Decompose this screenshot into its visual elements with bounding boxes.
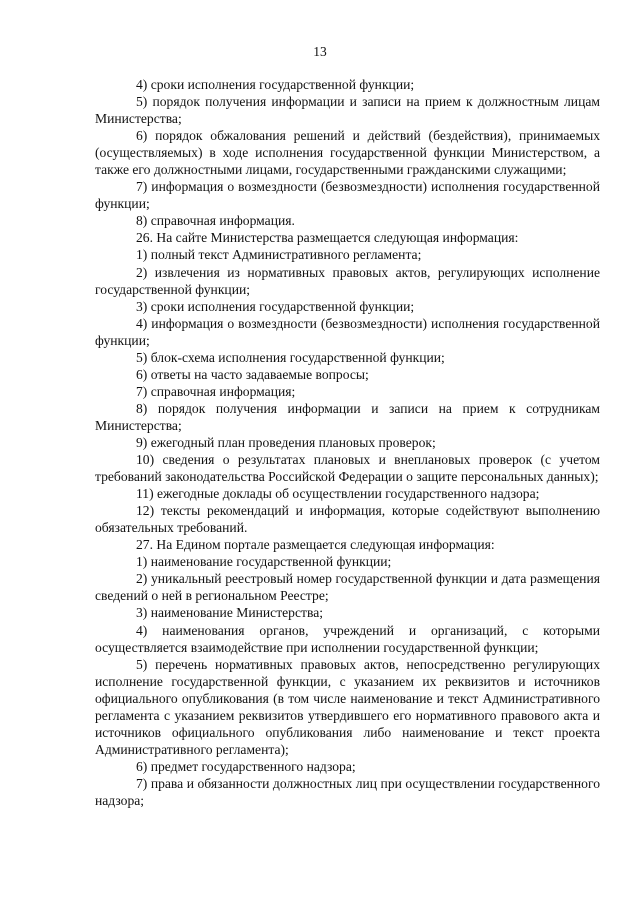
paragraph: 7) справочная информация;	[136, 383, 296, 399]
paragraph: 3) наименование Министерства;	[136, 605, 324, 621]
paragraph: 3) сроки исполнения государственной функции;	[136, 298, 415, 314]
paragraph: 7) информация о возмездности (безвозмездности) исполнения государственной функции;	[95, 179, 600, 212]
section-heading-27: 27. На Едином портале размещается следующая информация:	[136, 537, 495, 553]
paragraph: 11) ежегодные доклады об осуществлении государственного надзора;	[136, 486, 540, 502]
document-body	[95, 76, 600, 809]
paragraph: 6) порядок обжалования решений и действий (бездействия), принимаемых (осуществляемых) в ходе исполнения государственной функции Министерством, а также его должностными лицами, государственными гражданскими служащими;	[95, 128, 600, 178]
paragraph: 4) информация о возмездности (безвозмездности) исполнения государственной функции;	[95, 315, 600, 348]
paragraph: 1) наименование государственной функции;	[136, 554, 392, 570]
page-number: 13	[313, 44, 327, 59]
paragraph: 8) справочная информация.	[136, 213, 295, 229]
paragraph: 2) уникальный реестровый номер государственной функции и дата размещения сведений о ней в региональном Реестре;	[95, 571, 600, 604]
paragraph: 5) порядок получения информации и записи на прием к должностным лицам Министерства;	[95, 94, 600, 127]
paragraph: 5) блок-схема исполнения государственной функции;	[136, 349, 445, 365]
paragraph: 6) предмет государственного надзора;	[136, 758, 356, 774]
section-heading-26: 26. На сайте Министерства размещается следующая информация:	[136, 230, 519, 246]
paragraph: 6) ответы на часто задаваемые вопросы;	[136, 366, 369, 382]
paragraph: 7) права и обязанности должностных лиц при осуществлении государственного надзора;	[95, 775, 600, 808]
paragraph: 2) извлечения из нормативных правовых актов, регулирующих исполнение государственной функции;	[95, 264, 600, 297]
paragraph: 10) сведения о результатах плановых и внеплановых проверок (с учетом требований законодательства Российской Федерации о защите персональных данных);	[95, 452, 600, 485]
paragraph: 12) тексты рекомендаций и информация, которые содействуют выполнению обязательных требований.	[95, 503, 600, 536]
paragraph: 4) сроки исполнения государственной функции;	[136, 77, 415, 92]
paragraph: 4) наименования органов, учреждений и организаций, с которыми осуществляется взаимодействие при исполнении государственной функции;	[95, 622, 600, 655]
paragraph: 1) полный текст Административного регламента;	[136, 247, 422, 263]
paragraph: 8) порядок получения информации и записи на прием к сотрудникам Министерства;	[95, 400, 600, 433]
paragraph: 5) перечень нормативных правовых актов, непосредственно регулирующих исполнение государственной функции, с указанием их реквизитов и источников официального опубликования (в том числе наименование и текст Административного регламента с указанием реквизитов утвердившего его нормативного правового акта и источников официального опубликования либо наименование и текст проекта Административного регламента);	[95, 656, 600, 757]
paragraph: 9) ежегодный план проведения плановых проверок;	[136, 434, 436, 450]
